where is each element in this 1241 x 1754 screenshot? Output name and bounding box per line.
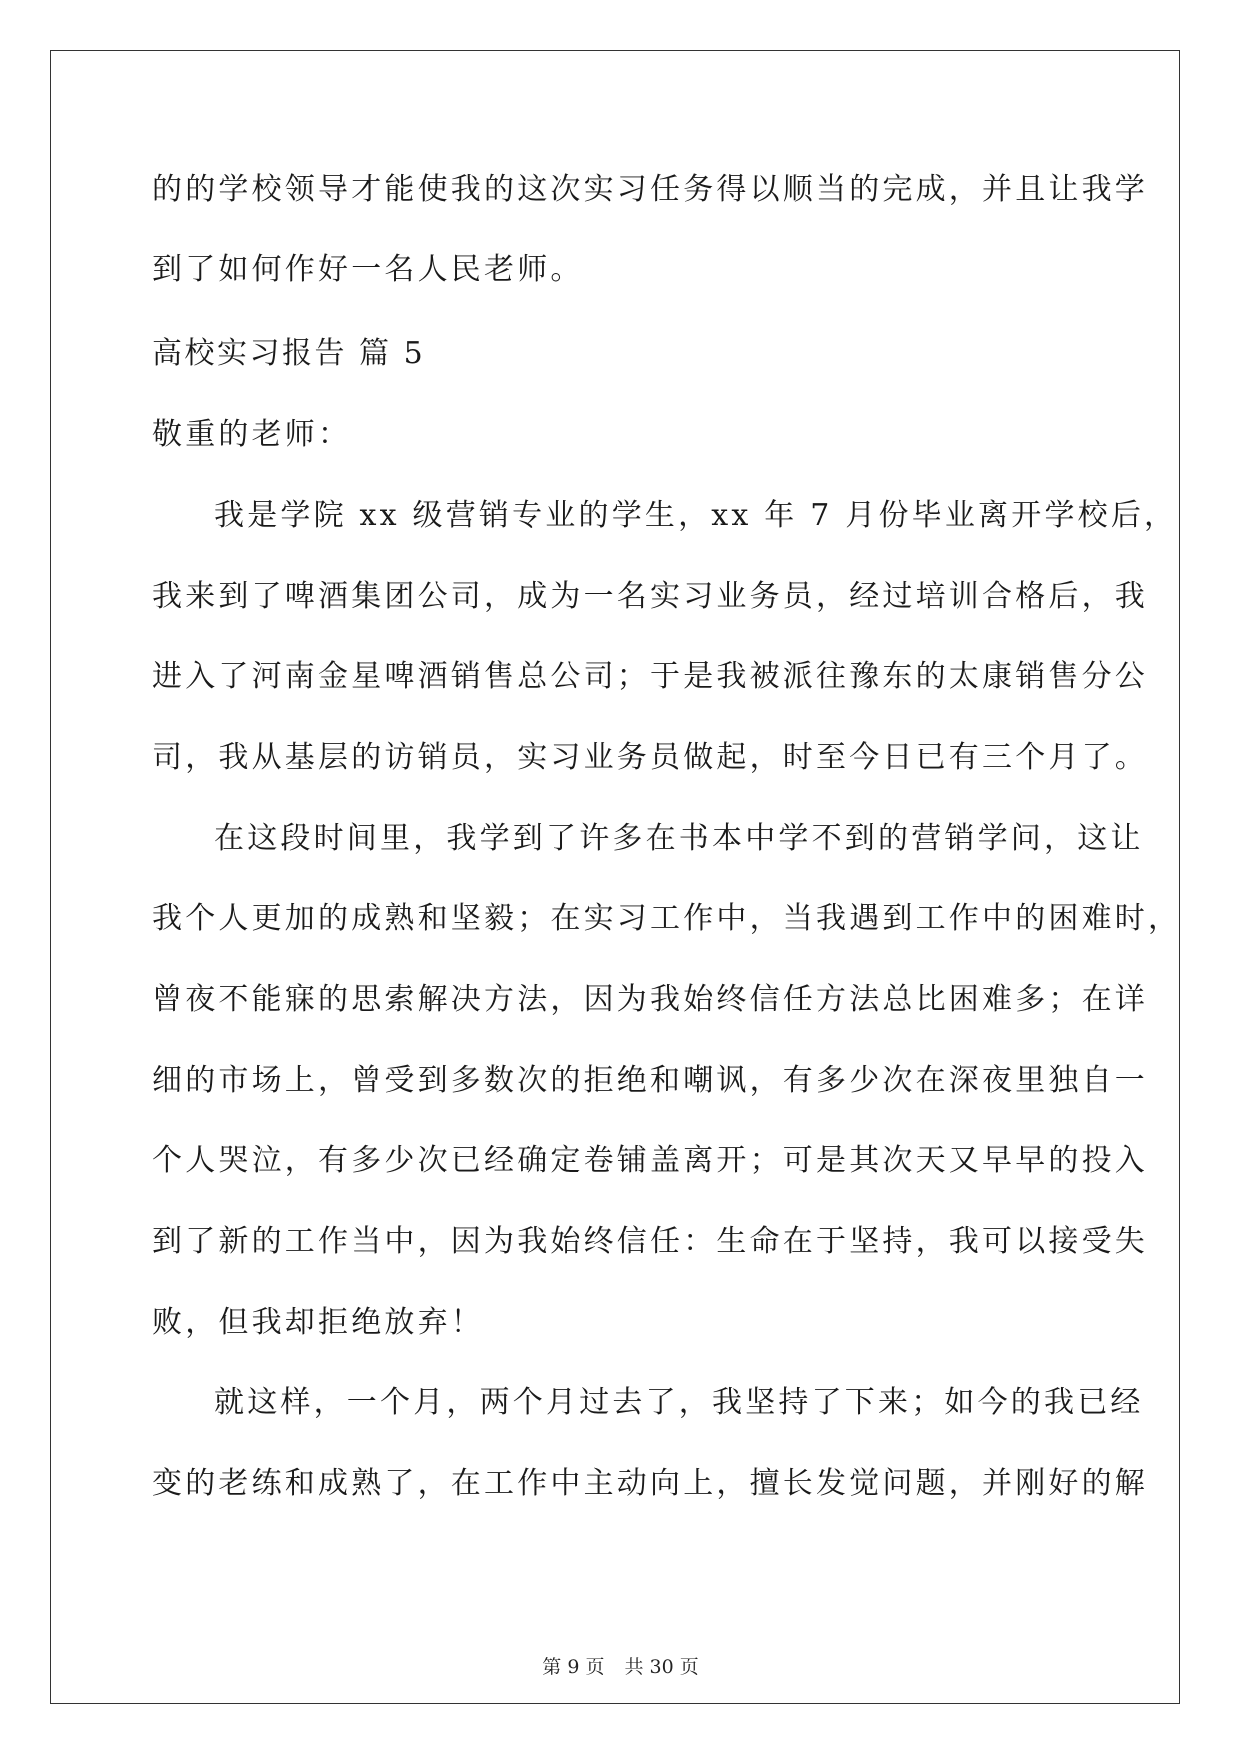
paragraph-line: 司，我从基层的访销员，实习业务员做起，时至今日已有三个月了。 (152, 740, 1148, 775)
paragraph-line: 曾夜不能寐的思索解决方法，因为我始终信任方法总比困难多；在详 (152, 982, 1148, 1017)
page-footer (0, 1655, 1241, 1679)
page-number: 第 9 页 (542, 1656, 605, 1678)
paragraph-line: 我是学院 xx 级营销专业的学生，xx 年 7 月份毕业离开学校后， (214, 498, 1178, 533)
paragraph-line: 到了如何作好一名人民老师。 (152, 252, 584, 287)
paragraph-line: 进入了河南金星啤酒销售总公司；于是我被派往豫东的太康销售分公 (152, 659, 1148, 694)
paragraph-line: 败，但我却拒绝放弃！ (152, 1305, 484, 1340)
section-heading: 高校实习报告 篇 5 (152, 336, 426, 371)
paragraph-line: 个人哭泣，有多少次已经确定卷铺盖离开；可是其次天又早早的投入 (152, 1143, 1148, 1178)
paragraph-line: 细的市场上，曾受到多数次的拒绝和嘲讽，有多少次在深夜里独自一 (152, 1063, 1148, 1098)
paragraph-line: 到了新的工作当中，因为我始终信任：生命在于坚持，我可以接受失 (152, 1224, 1148, 1259)
page-total: 共 30 页 (624, 1656, 699, 1678)
paragraph-line: 在这段时间里，我学到了许多在书本中学不到的营销学问，这让 (214, 821, 1144, 856)
paragraph-line: 我个人更加的成熟和坚毅；在实习工作中，当我遇到工作中的困难时， (152, 901, 1182, 936)
salutation: 敬重的老师： (152, 417, 352, 452)
paragraph-line: 的的学校领导才能使我的这次实习任务得以顺当的完成，并且让我学 (152, 172, 1148, 207)
paragraph-line: 就这样，一个月，两个月过去了，我坚持了下来；如今的我已经 (214, 1385, 1144, 1420)
paragraph-line: 我来到了啤酒集团公司，成为一名实习业务员，经过培训合格后，我 (152, 579, 1148, 614)
page-border (50, 50, 1180, 1704)
paragraph-line: 变的老练和成熟了，在工作中主动向上，擅长发觉问题，并刚好的解 (152, 1466, 1148, 1501)
